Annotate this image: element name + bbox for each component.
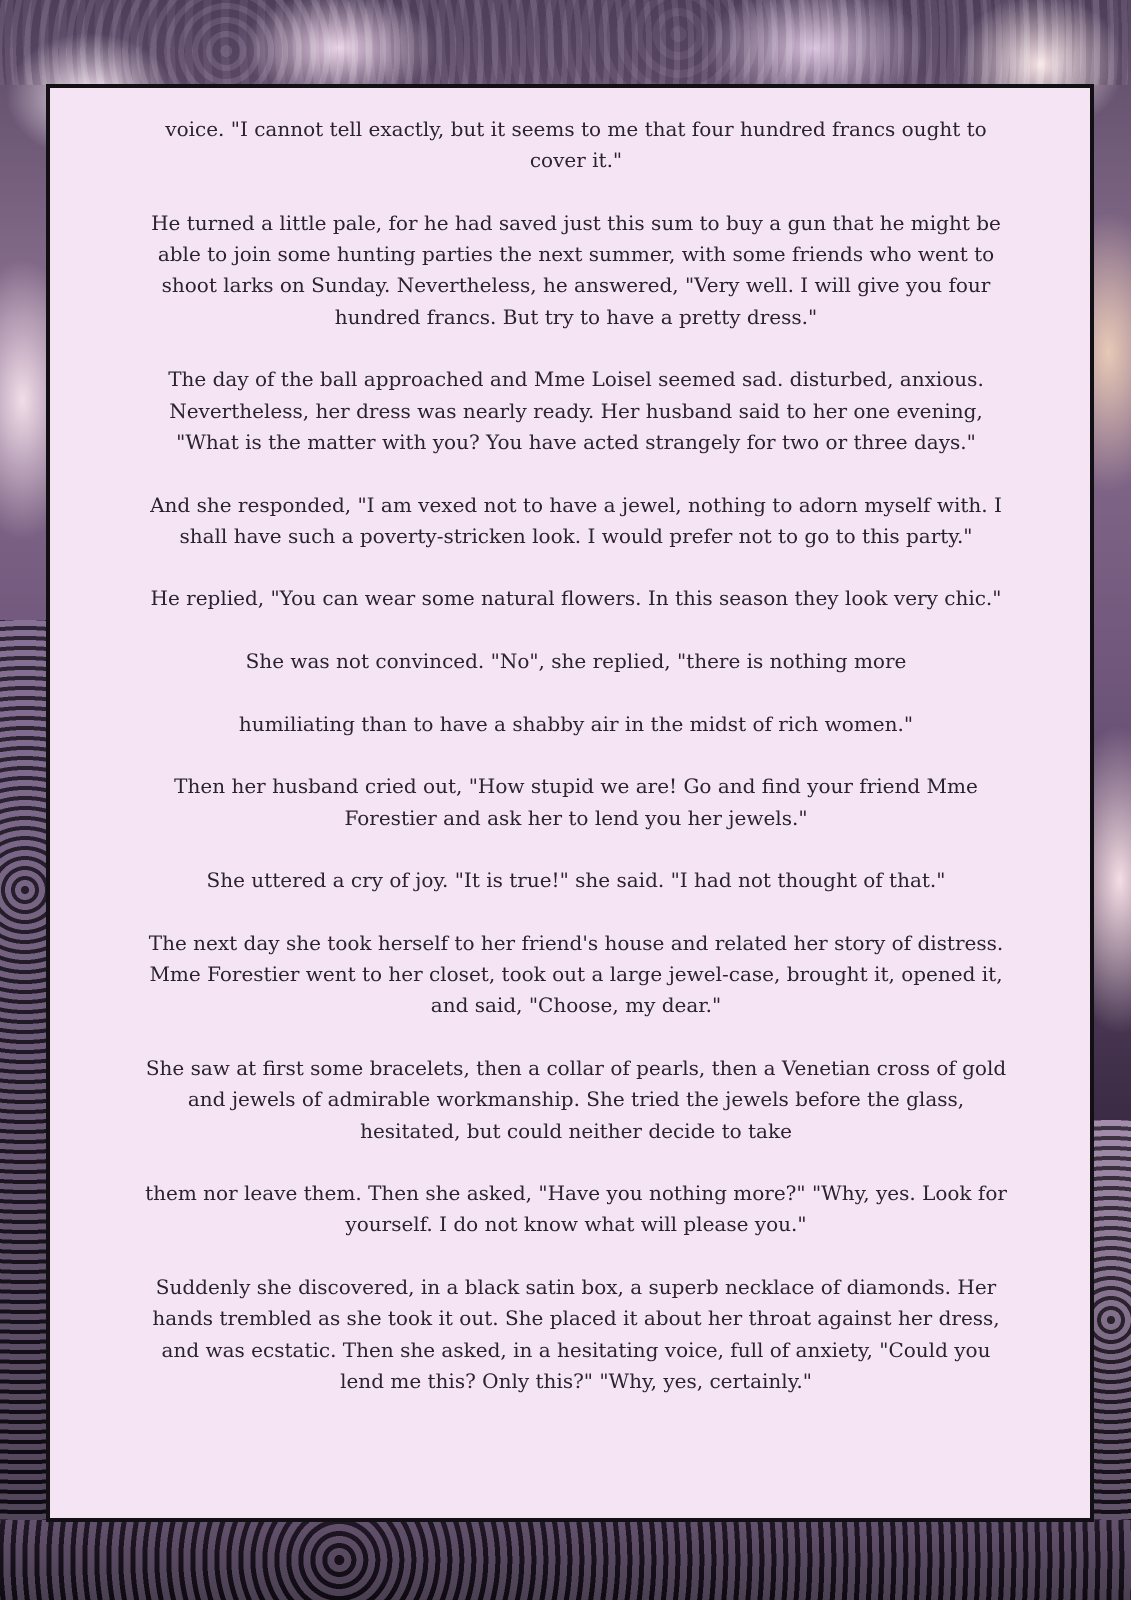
floral-border-left xyxy=(0,620,50,1520)
paragraph: them nor leave them. Then she asked, "Have you nothing more?" "Why, yes. Look for yourself. I do not know what will please you." xyxy=(145,1181,1007,1237)
document-page xyxy=(46,84,1094,1522)
floral-border-right xyxy=(1091,1120,1131,1520)
paragraph: voice. "I cannot tell exactly, but it seems to me that four hundred francs ought to cover it." xyxy=(165,117,987,173)
floral-border-top xyxy=(0,0,1131,85)
paragraph: The day of the ball approached and Mme Loisel seemed sad. disturbed, anxious. Nevertheless, her dress was nearly ready. Her husband said to her one evening, "What is the matter with you? You have acted strangely for two or three days." xyxy=(168,367,984,454)
paragraph: Then her husband cried out, "How stupid we are! Go and find your friend Mme Forestier and ask her to lend you her jewels." xyxy=(174,774,978,830)
paragraph: She uttered a cry of joy. "It is true!" she said. "I had not thought of that." xyxy=(206,868,946,893)
paragraph: She was not convinced. "No", she replied, "there is nothing more xyxy=(245,649,907,674)
paragraph: Suddenly she discovered, in a black satin box, a superb necklace of diamonds. Her hands trembled as she took it out. She placed it about her throat against her dress, and was ecstatic. Then she asked, in a hesitating voice, full of anxiety, "Could you lend me this? Only this?" "Why, yes, certainly." xyxy=(152,1274,1000,1393)
paragraph: She saw at first some bracelets, then a collar of pearls, then a Venetian cross of gold and jewels of admirable workmanship. She tried the jewels before the glass, hesitated, but could neither decide to take xyxy=(145,1055,1007,1143)
paragraph: And she responded, "I am vexed not to have a jewel, nothing to adorn myself with. I shall have such a poverty-stricken look. I would prefer not to go to this party." xyxy=(150,492,1002,548)
paragraph: He turned a little pale, for he had saved just this sum to buy a gun that he might be able to join some hunting parties the next summer, with some friends who went to shoot larks on Sunday. Nevertheless, he answered, "Very well. I will give you four hundred francs. But try to have a pretty dress." xyxy=(151,210,1001,329)
paragraph: humiliating than to have a shabby air in the midst of rich women." xyxy=(238,711,914,736)
floral-border-bottom xyxy=(0,1520,1131,1600)
paragraph: The next day she took herself to her friend's house and related her story of distress. Mme Forestier went to her closet, took out a large jewel-case, brought it, opened it, and said, "Choose, my dear." xyxy=(148,930,1004,1018)
story-text xyxy=(138,114,1014,1428)
paragraph: He replied, "You can wear some natural flowers. In this season they look very chic." xyxy=(150,586,1002,611)
